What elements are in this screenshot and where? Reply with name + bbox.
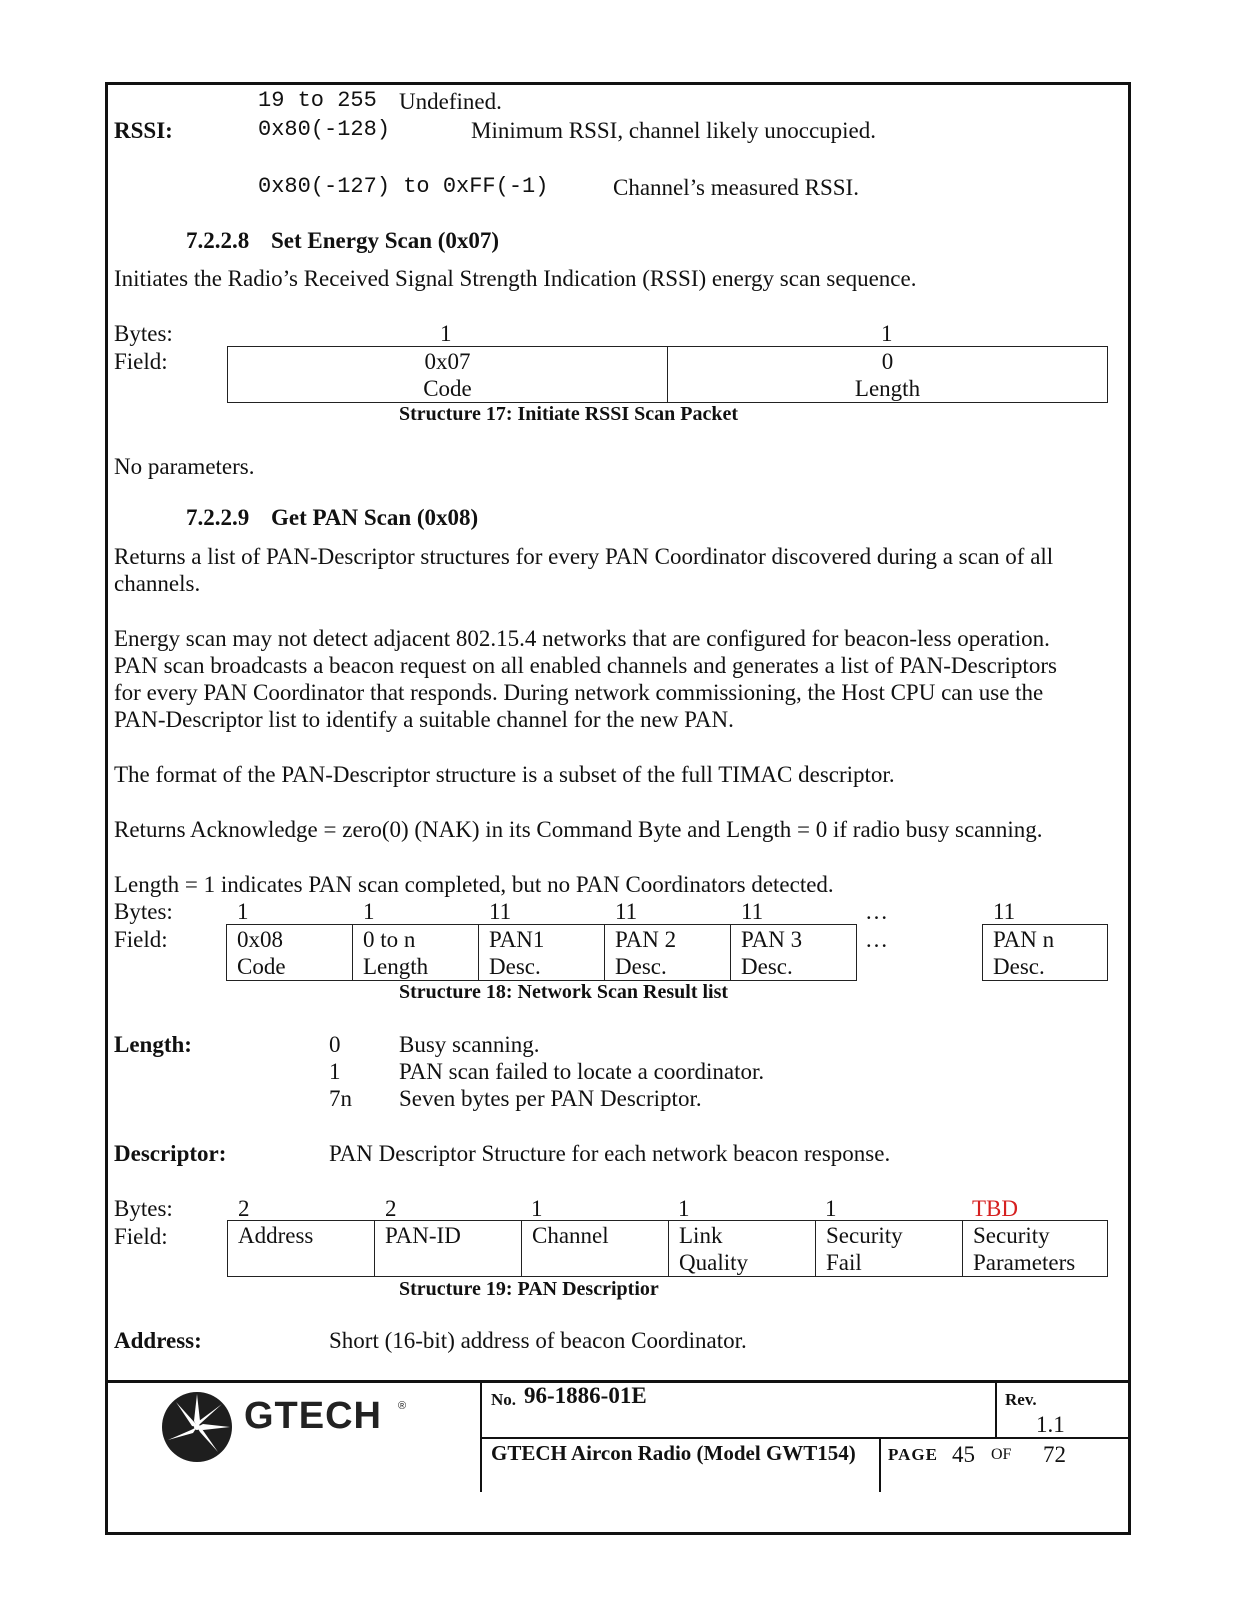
field-label: Field: — [114, 349, 168, 374]
desc-field-security-parameters — [962, 1220, 1108, 1277]
address-text: Short (16-bit) address of beacon Coordinator. — [329, 1328, 747, 1353]
byte-count: 1 — [881, 321, 893, 346]
field-value: PAN 2 — [615, 927, 677, 952]
desc-field-security-fail — [815, 1220, 963, 1277]
paragraph-line: Length = 1 indicates PAN scan completed, but no PAN Coordinators detected. — [114, 872, 834, 897]
field-value: PAN1 — [489, 927, 545, 952]
desc-field-address — [227, 1220, 375, 1277]
rssi-label: RSSI: — [114, 118, 173, 143]
doc-number: 96-1886-01E — [524, 1383, 647, 1408]
bytes-label: Bytes: — [114, 899, 173, 924]
field-value: PAN 3 — [741, 927, 803, 952]
packet-field-code — [227, 346, 668, 403]
paragraph-line: PAN-Descriptor list to identify a suitable channel for the new PAN. — [114, 707, 734, 732]
length-code: 0 — [329, 1032, 341, 1057]
field-value: PAN n — [993, 927, 1055, 952]
doc-number-label: No. — [491, 1390, 517, 1409]
field-name: Desc. — [615, 954, 667, 979]
length-text: Busy scanning. — [399, 1032, 540, 1057]
field-value: 0 — [881, 349, 894, 374]
section-7228-number: 7.2.2.8 — [186, 228, 250, 253]
field-name: Desc. — [489, 954, 541, 979]
byte-count: 1 — [363, 899, 375, 924]
byte-count: 11 — [489, 899, 512, 924]
field-name: Desc. — [741, 954, 793, 979]
desc-field-link-quality — [668, 1220, 816, 1277]
rssi-min-code: 0x80(-128) — [258, 117, 391, 142]
paragraph-line: PAN scan broadcasts a beacon request on all enabled channels and generates a list of PAN-Descriptors — [114, 653, 1057, 678]
gtech-logo-icon — [158, 1388, 236, 1466]
field-name: Security — [826, 1223, 903, 1248]
rev-value: 1.1 — [1036, 1412, 1065, 1437]
field-name: Address — [238, 1223, 314, 1248]
rssi-min-text: Minimum RSSI, channel likely unoccupied. — [471, 118, 877, 143]
field-name: Length — [854, 376, 921, 401]
bytes-label: Bytes: — [114, 321, 173, 346]
footer-divider — [480, 1380, 482, 1492]
length-text: PAN scan failed to locate a coordinator. — [399, 1059, 765, 1084]
field-name: Quality — [679, 1250, 748, 1275]
desc-field-channel — [521, 1220, 669, 1277]
scan-field-pan3 — [730, 924, 857, 981]
scan-field-pan2 — [604, 924, 731, 981]
descriptor-text: PAN Descriptor Structure for each network beacon response. — [329, 1141, 891, 1166]
bytes-label: Bytes: — [114, 1196, 173, 1221]
descriptor-label: Descriptor: — [114, 1141, 227, 1166]
scan-field-pan-n — [982, 924, 1108, 981]
byte-count: 1 — [678, 1196, 690, 1221]
field-name: Desc. — [993, 954, 1045, 979]
undefined-text: Undefined. — [399, 89, 502, 114]
doc-title: GTECH Aircon Radio (Model GWT154) — [491, 1441, 856, 1465]
undefined-range: 19 to 255 — [258, 88, 377, 113]
page-total: 72 — [1043, 1442, 1066, 1467]
section-7228-description: Initiates the Radio’s Received Signal Strength Indication (RSSI) energy scan sequence. — [114, 266, 917, 291]
gtech-logo-text: GTECH — [244, 1395, 382, 1437]
paragraph-line: The format of the PAN-Descriptor structure is a subset of the full TIMAC descriptor. — [114, 762, 895, 787]
structure-17-caption: Structure 17: Initiate RSSI Scan Packet — [399, 403, 739, 425]
field-name: Code — [423, 376, 472, 401]
page-frame — [105, 82, 1131, 1535]
desc-field-pan-id — [374, 1220, 522, 1277]
byte-count: 11 — [741, 899, 764, 924]
tbd-byte-count: TBD — [972, 1196, 1018, 1221]
field-name: Code — [237, 954, 286, 979]
field-label: Field: — [114, 1224, 168, 1249]
rssi-range-code: 0x80(-127) to 0xFF(-1) — [258, 174, 549, 199]
section-7229-number: 7.2.2.9 — [186, 505, 250, 530]
page-label: PAGE — [888, 1445, 938, 1464]
scan-field-code — [226, 924, 353, 981]
footer-mid-rule — [480, 1437, 1128, 1439]
field-name: Length — [363, 954, 429, 979]
byte-count: … — [865, 899, 888, 924]
paragraph-line: Energy scan may not detect adjacent 802.15.4 networks that are configured for beacon-less operation. — [114, 626, 1050, 651]
field-value: 0x07 — [424, 349, 471, 374]
structure-19-caption: Structure 19: PAN Descriptior — [399, 1278, 659, 1300]
field-name: Parameters — [973, 1250, 1076, 1275]
address-label: Address: — [114, 1328, 202, 1353]
field-name: Security — [973, 1223, 1050, 1248]
byte-count: 1 — [531, 1196, 543, 1221]
length-label: Length: — [114, 1032, 192, 1057]
field-value: 0x08 — [237, 927, 283, 952]
section-7228-title: Set Energy Scan (0x07) — [271, 228, 500, 253]
byte-count: 1 — [237, 899, 249, 924]
byte-count: 1 — [825, 1196, 837, 1221]
field-value: 0 to n — [363, 927, 416, 952]
structure-18-caption: Structure 18: Network Scan Result list — [399, 981, 729, 1003]
byte-count: 11 — [993, 899, 1016, 924]
byte-count: 2 — [385, 1196, 397, 1221]
packet-field-length — [667, 346, 1108, 403]
rssi-range-text: Channel’s measured RSSI. — [613, 175, 859, 200]
page-number: 45 — [952, 1442, 975, 1467]
rev-label: Rev. — [1005, 1390, 1037, 1409]
length-code: 1 — [329, 1059, 341, 1084]
of-label: OF — [991, 1446, 1012, 1463]
section-7229-title: Get PAN Scan (0x08) — [271, 505, 479, 530]
scan-field-pan1 — [478, 924, 605, 981]
field-name: Channel — [532, 1223, 609, 1248]
field-name: PAN-ID — [385, 1223, 461, 1248]
footer-divider — [879, 1437, 881, 1492]
paragraph-line: channels. — [114, 571, 201, 596]
scan-field-ellipsis: … — [865, 927, 888, 952]
no-parameters: No parameters. — [114, 454, 255, 479]
registered-mark: ® — [398, 1400, 407, 1412]
scan-field-length — [352, 924, 479, 981]
byte-count: 1 — [440, 321, 452, 346]
length-code: 7n — [329, 1086, 352, 1111]
length-text: Seven bytes per PAN Descriptor. — [399, 1086, 702, 1111]
paragraph-line: for every PAN Coordinator that responds. During network commissioning, the Host CPU can use the — [114, 680, 1044, 705]
field-name: Link — [679, 1223, 723, 1248]
field-name: Fail — [826, 1250, 862, 1275]
byte-count: 2 — [238, 1196, 250, 1221]
paragraph-line: Returns a list of PAN-Descriptor structures for every PAN Coordinator discovered during a scan of all — [114, 544, 1054, 569]
byte-count: 11 — [615, 899, 638, 924]
footer-divider — [995, 1380, 997, 1438]
field-label: Field: — [114, 927, 168, 952]
paragraph-line: Returns Acknowledge = zero(0) (NAK) in its Command Byte and Length = 0 if radio busy scanning. — [114, 817, 1043, 842]
